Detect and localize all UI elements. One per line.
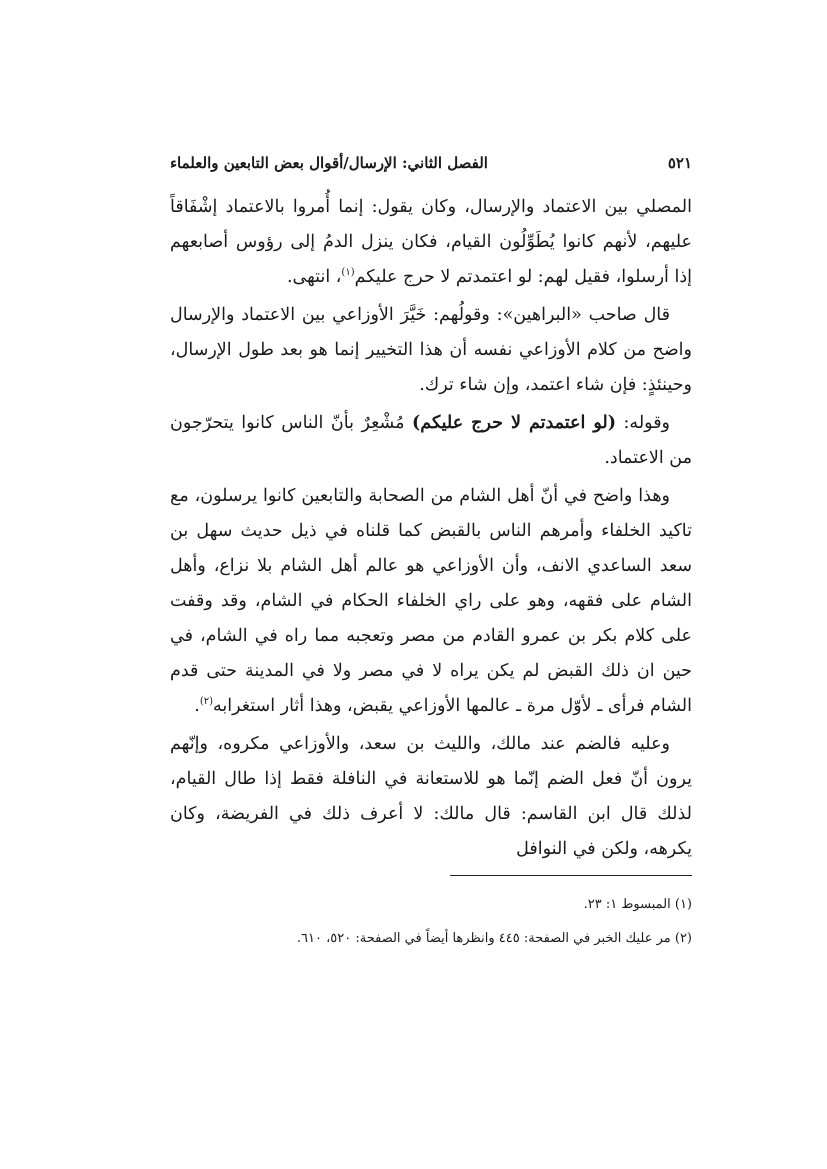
footnote-ref-2: (٢) [199, 696, 214, 708]
paragraph-4 [170, 479, 692, 724]
page-header [170, 148, 692, 178]
paragraph-2-text: قال صاحب «البراهين»: وقولُهم: خَيَّرَ الأوزاعي بين الاعتماد والإرسال واضح من كلام الأوزاعي نفسه أن هذا التخيير إنما هو بعد طول الإرسال، وحينئذٍ: فإن شاء اعتمد، وإن شاء ترك. [170, 305, 692, 395]
footnote-1: (١) المبسوط ١: ٢٣. [583, 897, 692, 912]
paragraph-1 [170, 190, 692, 295]
paragraph-1-end: ، انتهى. [286, 267, 342, 287]
paragraph-3-bold-quote: (لو اعتمدتم لا حرج عليكم) [412, 413, 617, 433]
footnote-ref-1: (١) [341, 267, 355, 279]
footnotes [170, 888, 692, 956]
paragraph-3-start: وقوله: [616, 413, 671, 433]
paragraph-5-text: وعليه فالضم عند مالك، والليث بن سعد، والأوزاعي مكروه، وإنّهم يرون أنّ فعل الضم إنّما هو للاستعانة في النافلة فقط إذا طال القيام، لذلك قال ابن القاسم: قال مالك: لا أعرف ذلك في الفريضة، وكان يكرهه، ولكن في النوافل [170, 734, 692, 859]
footnote-separator [450, 875, 692, 876]
paragraph-4-text: وهذا واضح في أنّ أهل الشام من الصحابة والتابعين كانوا يرسلون، مع تاكيد الخلفاء وأمرهم الناس بالقبض كما قلناه في ذيل حديث سهل بن سعد الساعدي الانف، وأن الأوزاعي هو عالم أهل الشام بلا نزاع، وأهل الشام على فقهه، وهو على راي الخلفاء الحكام في الشام، وقد وقفت على كلام بكر بن عمرو القادم من مصر وتعجبه مما راه في الشام، في حين ان ذلك القبض لم يكن يراه لا في مصر ولا في المدينة حتى قدم الشام فرأى ـ لأوّل مرة ـ عالمها الأوزاعي يقبض، وهذا أثار استغرابه [170, 486, 692, 716]
paragraph-2 [170, 298, 692, 403]
body-text [170, 190, 692, 870]
page-number: ٥٢١ [667, 154, 692, 172]
paragraph-1-text: المصلي بين الاعتماد والإرسال، وكان يقول: إنما أُمروا بالاعتماد إشْفَاقاً عليهم، لأنهم كانوا يُطَوِّلُون القيام، فكان ينزل الدمُ إلى رؤوس أصابعهم إذا أرسلوا، فقيل لهم: لو اعتمدتم لا حرج عليكم [170, 197, 692, 287]
paragraph-3 [170, 406, 692, 476]
paragraph-3-end: مُشْعِرٌ بأنّ الناس كانوا يتحرّجون من الاعتماد. [170, 413, 692, 468]
running-title: الفصل الثاني: الإرسال/أقوال بعض التابعين والعلماء [170, 154, 488, 172]
footnote-2: (٢) مر عليك الخبر في الصفحة: ٤٤٥ وانظرها أيضاً في الصفحة: ٥٢٠، ٦١٠. [296, 931, 692, 946]
paragraph-5 [170, 727, 692, 867]
paragraph-4-end: . [194, 696, 200, 716]
